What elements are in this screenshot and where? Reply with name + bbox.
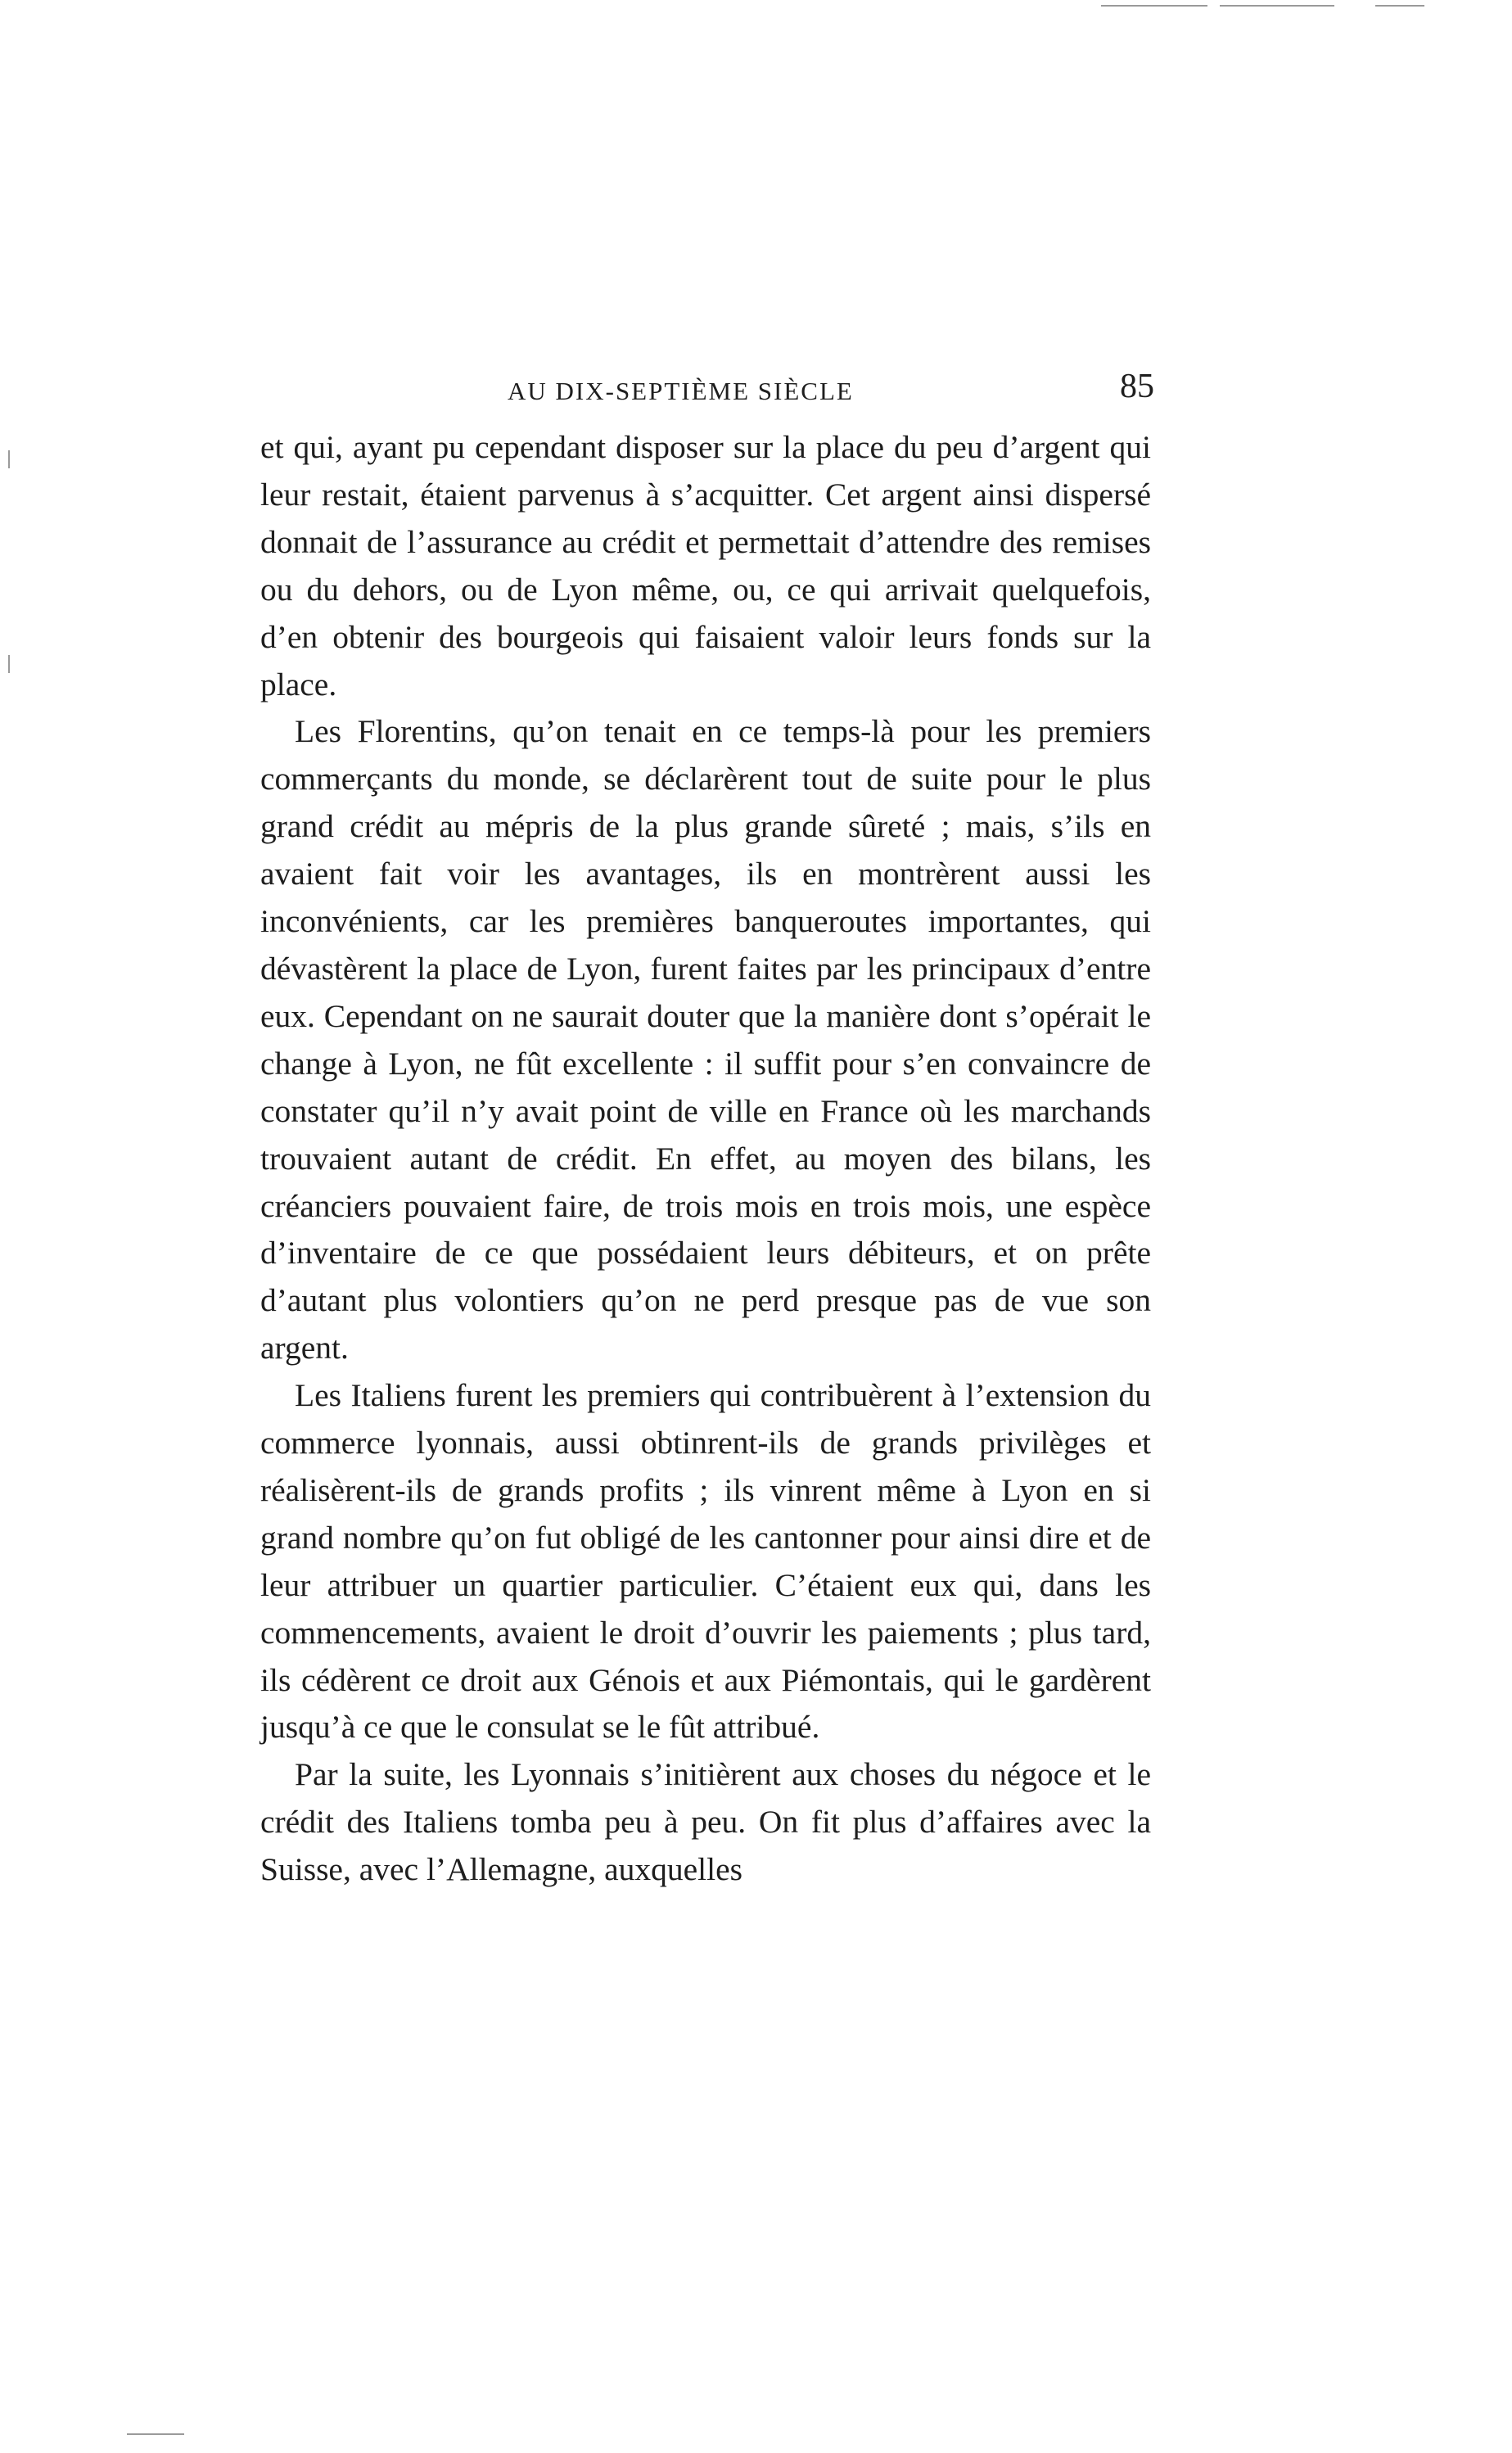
scan-line-left-1 (8, 450, 10, 468)
paragraph-2: Les Florentins, qu’on tenait en ce temps-là pour les premiers commerçants du monde, se déclarèrent tout de suite pour le plus grand crédit au mépris de la plus grande sûreté ; mais, s’ils en avaient fait voir les avantages, ils en montrèrent aussi les inconvénients, car les premières banqueroutes importantes, qui dévastèrent la place de Lyon, furent faites par les principaux d’entre eux. Cependant on ne saurait douter que la manière dont s’opérait le change à Lyon, ne fût excellente : il suffit pour s’en convaincre de constater qu’il n’y avait point de ville en France où les marchands trouvaient autant de crédit. En effet, au moyen des bilans, les créanciers pouvaient faire, de trois mois en trois mois, une espèce d’inventaire de ce que possédaient leurs débiteurs, et on prête d’autant plus volontiers qu’on ne perd presque pas de vue son argent. (260, 713, 1151, 1367)
scan-line-top-right-2 (1220, 5, 1334, 7)
scan-line-bottom-left (127, 2433, 184, 2435)
body-text (260, 424, 1151, 1894)
running-title: AU DIX-SEPTIÈME SIÈCLE (508, 377, 854, 405)
scan-line-left-2 (8, 655, 10, 673)
scan-line-top-right-3 (1375, 5, 1424, 7)
paragraph-4: Par la suite, les Lyonnais s’initièrent aux choses du négoce et le crédit des Italiens tomba peu à peu. On fit plus d’affaires avec la Suisse, avec l’Allemagne, auxquelles (260, 1756, 1151, 1888)
scan-line-top-right (1101, 5, 1207, 7)
paragraph-3: Les Italiens furent les premiers qui contribuèrent à l’extension du commerce lyonnais, aussi obtinrent-ils de grands privilèges et réalisèrent-ils de grands profits ; ils vinrent même à Lyon en si grand nombre qu’on fut obligé de les cantonner pour ainsi dire et de leur attribuer un quartier particulier. C’étaient eux qui, dans les commencements, avaient le droit d’ouvrir les paiements ; plus tard, ils cédèrent ce droit aux Génois et aux Piémontais, qui le gardèrent jusqu’à ce que le consulat se le fût attribué. (260, 1377, 1151, 1746)
page-header (262, 367, 1154, 416)
page-number: 85 (1120, 368, 1154, 405)
paragraph-1: et qui, ayant pu cependant disposer sur la place du peu d’argent qui leur restait, étaient parvenus à s’acquitter. Cet argent ainsi dispersé donnait de l’assurance au crédit et permettait d’attendre des remises ou du dehors, ou de Lyon même, ou, ce qui arrivait quelquefois, d’en obtenir des bourgeois qui faisaient valoir leurs fonds sur la place. (260, 429, 1151, 702)
